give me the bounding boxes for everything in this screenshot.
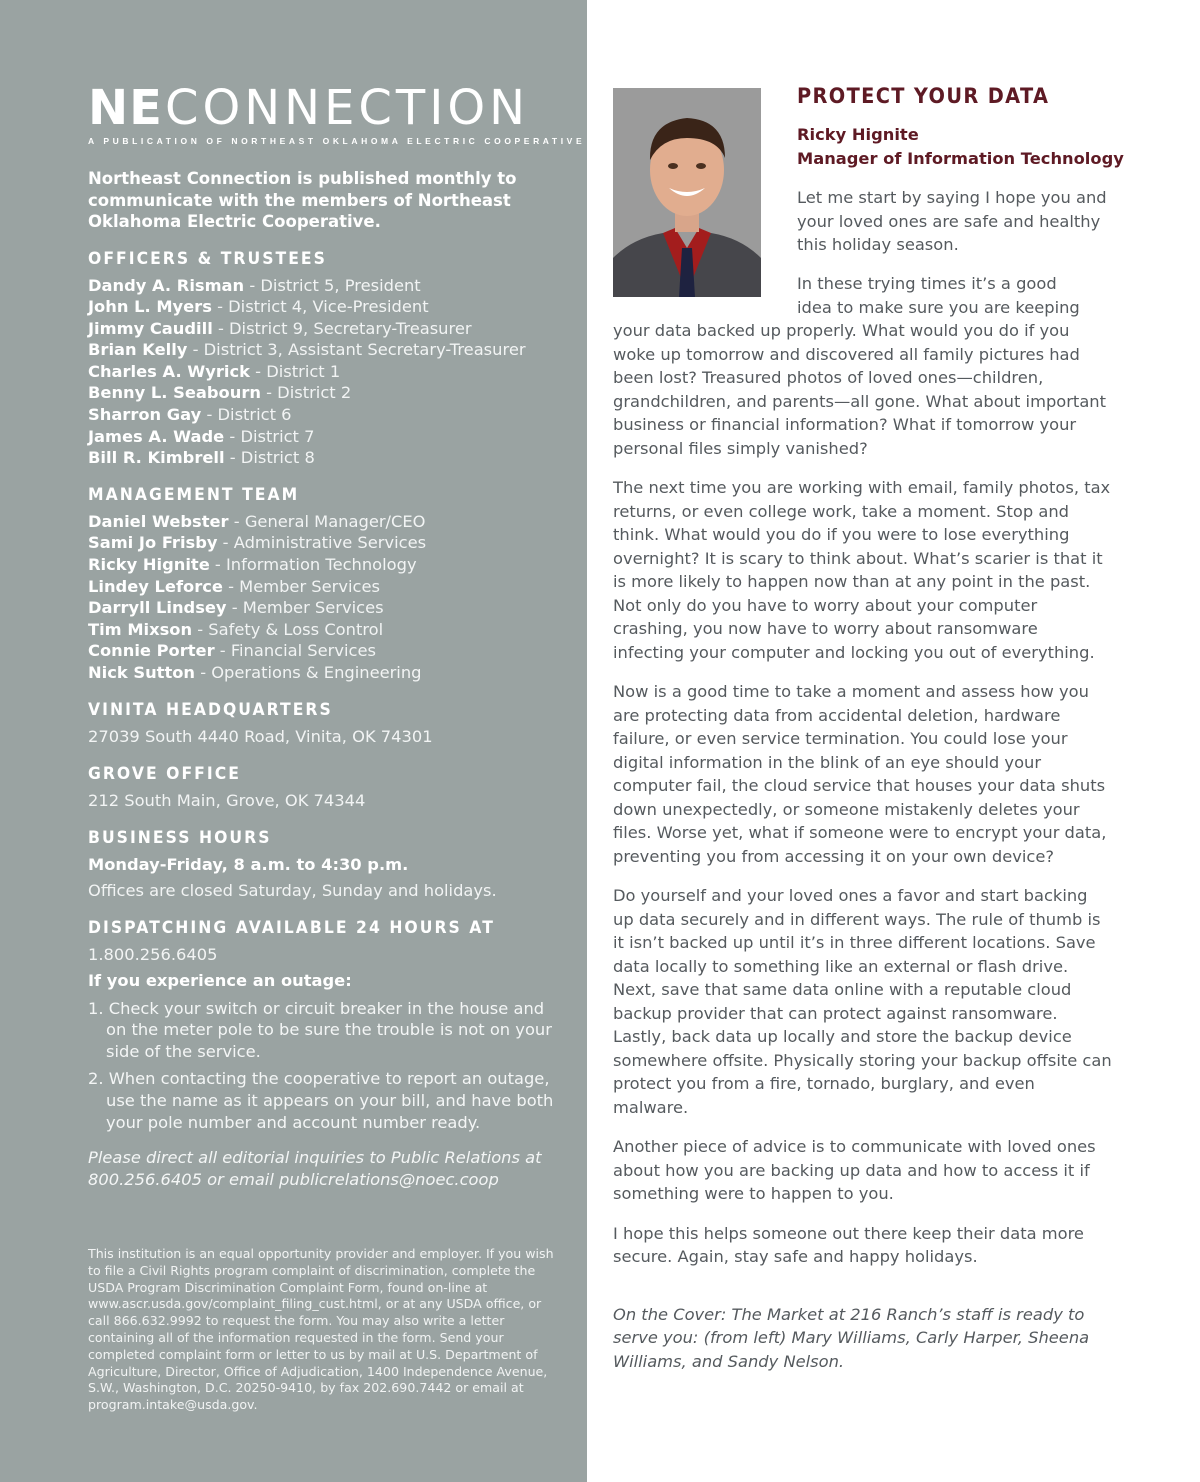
officer-role: - District 2 <box>260 383 352 403</box>
officer-role: - District 3, Assistant Secretary-Treasurer <box>187 340 526 360</box>
intro-text: Northeast Connection is published monthly to communicate with the members of Northeast Oklahoma Electric Cooperative. <box>88 169 517 231</box>
officer-item <box>88 296 563 318</box>
author-photo <box>613 88 761 297</box>
grove-address: 212 South Main, Grove, OK 74344 <box>88 790 366 810</box>
manager-name: Darryll Lindsey <box>88 598 227 618</box>
author-name: Ricky Hignite <box>797 125 919 144</box>
outage-step: 1. Check your switch or circuit breaker in the house and on the meter pole to be sure the trouble is not on your side of the service. <box>88 998 552 1061</box>
article-header <box>797 84 1127 273</box>
article-paragraph: Let me start by saying I hope you and your loved ones are safe and healthy this holiday season. <box>797 188 1107 254</box>
officer-role: - District 9, Secretary-Treasurer <box>212 318 472 338</box>
masthead-subtitle: A PUBLICATION OF NORTHEAST OKLAHOMA ELECTRIC COOPERATIVE <box>88 136 586 146</box>
officer-name: James A. Wade <box>88 426 225 446</box>
manager-name: Sami Jo Frisby <box>88 533 218 553</box>
article-paragraph-indent: idea to make sure you are keeping <box>797 297 1080 317</box>
officer-item <box>88 318 563 340</box>
management-list <box>88 511 563 684</box>
manager-item <box>88 532 563 554</box>
article-body <box>613 272 1113 1373</box>
article-paragraph: The next time you are working with email, family photos, tax returns, or even college work, take a moment. Stop and think. What would you do if you were to lose everything overnight? It is scary to think about. What’s scarier is that it is more likely to happen now than at any point in the past. Not only do you have to worry about your computer crashing, you now have to worry about ransomware infecting your computer and locking you out of everything. <box>613 478 1111 662</box>
cover-caption: On the Cover: The Market at 216 Ranch’s staff is ready to serve you: (from left) Mary Williams, Carly Harper, Sheena Williams, and Sandy Nelson. <box>613 1304 1090 1371</box>
officer-name: Benny L. Seabourn <box>88 383 261 403</box>
officer-role: - District 6 <box>201 405 292 425</box>
grove-heading: GROVE OFFICE <box>88 763 241 784</box>
management-heading: MANAGEMENT TEAM <box>88 484 300 505</box>
article-title: PROTECT YOUR DATA <box>797 84 1050 109</box>
officer-item <box>88 275 563 297</box>
masthead-logo <box>88 80 563 136</box>
manager-role: - Administrative Services <box>217 533 427 553</box>
officer-item <box>88 382 563 404</box>
manager-name: Tim Mixson <box>88 619 193 639</box>
manager-role: - Safety & Loss Control <box>192 619 384 639</box>
dispatch-phone: 1.800.256.6405 <box>88 944 218 964</box>
officer-name: Bill R. Kimbrell <box>88 448 225 468</box>
officer-name: Jimmy Caudill <box>88 318 213 338</box>
officer-name: John L. Myers <box>88 297 212 317</box>
officer-name: Dandy A. Risman <box>88 275 245 295</box>
sidebar-content <box>88 80 586 1191</box>
manager-item <box>88 554 563 576</box>
sidebar <box>0 0 587 1482</box>
article-paragraph: Do yourself and your loved ones a favor and start backing up data securely and in different ways. The rule of thumb is it isn’t backed up until it’s in three different locations. Save data locally to something like an external or flash drive. Next, save that same data online with a reputable cloud backup provider that can protect against ransomware. Lastly, back data up locally and store the backup device somewhere offsite. Physically storing your backup offsite can protect you from a fire, tornado, burglary, and even malware. <box>613 886 1112 1117</box>
manager-name: Ricky Hignite <box>88 555 210 575</box>
manager-item <box>88 511 563 533</box>
officer-item <box>88 361 563 383</box>
manager-item <box>88 597 563 619</box>
outage-heading: If you experience an outage: <box>88 970 352 990</box>
masthead-brand-bold: NE <box>88 80 163 136</box>
vinita-address: 27039 South 4440 Road, Vinita, OK 74301 <box>88 726 433 746</box>
outage-steps <box>88 998 563 1134</box>
manager-role: - Information Technology <box>209 555 417 575</box>
article-paragraph-lead: In these trying times it’s a good <box>797 274 1057 293</box>
editorial-note: Please direct all editorial inquiries to Public Relations at 800.256.6405 or email publicrelations@noec.coop <box>88 1148 542 1190</box>
manager-item <box>88 619 563 641</box>
usda-disclaimer: This institution is an equal opportunity provider and employer. If you wish to file a Civil Rights program complaint of discrimination, complete the USDA Program Discrimination Complaint Form, found on-line at www.ascr.usda.gov/complaint_filing_cust.html, or at any USDA office, or call 866.632.9992 to request the form. You may also write a letter containing all of the information requested in the form. Send your completed complaint form or letter to us by mail at U.S. Department of Agriculture, Director, Office of Adjudication, 1400 Independence Avenue, S.W., Washington, D.C. 20250-9410, by fax 202.690.7442 or email at program.intake@usda.gov. <box>88 1246 554 1413</box>
officer-name: Brian Kelly <box>88 340 188 360</box>
officer-role: - District 1 <box>249 361 341 381</box>
dispatch-heading: DISPATCHING AVAILABLE 24 HOURS AT <box>88 917 495 938</box>
masthead-brand-light: CONNECTION <box>164 80 530 136</box>
manager-role: - Member Services <box>226 598 384 618</box>
hours-closed: Offices are closed Saturday, Sunday and holidays. <box>88 880 497 900</box>
officer-name: Charles A. Wyrick <box>88 361 250 381</box>
vinita-heading: VINITA HEADQUARTERS <box>88 699 333 720</box>
hours-days: Monday-Friday, 8 a.m. to 4:30 p.m. <box>88 854 409 874</box>
manager-item <box>88 640 563 662</box>
officer-role: - District 4, Vice-President <box>211 297 429 317</box>
manager-name: Nick Sutton <box>88 663 196 682</box>
officer-item <box>88 447 563 469</box>
officers-heading: OFFICERS & TRUSTEES <box>88 248 327 269</box>
officer-item <box>88 339 563 361</box>
officers-list <box>88 275 563 469</box>
officer-name: Sharron Gay <box>88 405 202 425</box>
manager-role: - Member Services <box>222 576 380 596</box>
manager-role: - Financial Services <box>214 641 376 661</box>
author-title: Manager of Information Technology <box>797 148 1124 168</box>
article-paragraph: Now is a good time to take a moment and assess how you are protecting data from accidental deletion, hardware failure, or even service termination. You could lose your digital information in the blink of an eye should your computer fail, the cloud service that houses your data shuts down unexpectedly, or someone mistakenly deletes your files. Worse yet, what if someone were to encrypt your data, preventing you from accessing it on your own device? <box>613 682 1107 866</box>
officer-role: - District 8 <box>224 448 315 468</box>
officer-role: - District 7 <box>224 426 315 446</box>
manager-name: Lindey Leforce <box>88 576 223 596</box>
manager-role: - General Manager/CEO <box>228 511 426 531</box>
officer-item <box>88 426 563 448</box>
manager-name: Daniel Webster <box>88 511 229 531</box>
officer-role: - District 5, President <box>244 275 421 295</box>
manager-role: - Operations & Engineering <box>195 663 422 682</box>
author-portrait-image <box>613 88 761 297</box>
outage-step: 2. When contacting the cooperative to report an outage, use the name as it appears on your bill, and have both your pole number and account number ready. <box>88 1069 554 1132</box>
manager-item <box>88 576 563 598</box>
article-paragraph: your data backed up properly. What would you do if you woke up tomorrow and discovered all family pictures had been lost? Treasured photos of loved ones—children, grandchildren, and parents—all gone. What about important business or financial information? What if tomorrow your personal files simply vanished? <box>613 321 1106 458</box>
hours-heading: BUSINESS HOURS <box>88 827 272 848</box>
article-paragraph: Another piece of advice is to communicate with loved ones about how you are backing up data and how to access it if something were to happen to you. <box>613 1137 1096 1203</box>
article-paragraph: I hope this helps someone out there keep their data more secure. Again, stay safe and happy holidays. <box>613 1223 1084 1266</box>
officer-item <box>88 404 563 426</box>
manager-item <box>88 662 563 684</box>
manager-name: Connie Porter <box>88 641 215 661</box>
